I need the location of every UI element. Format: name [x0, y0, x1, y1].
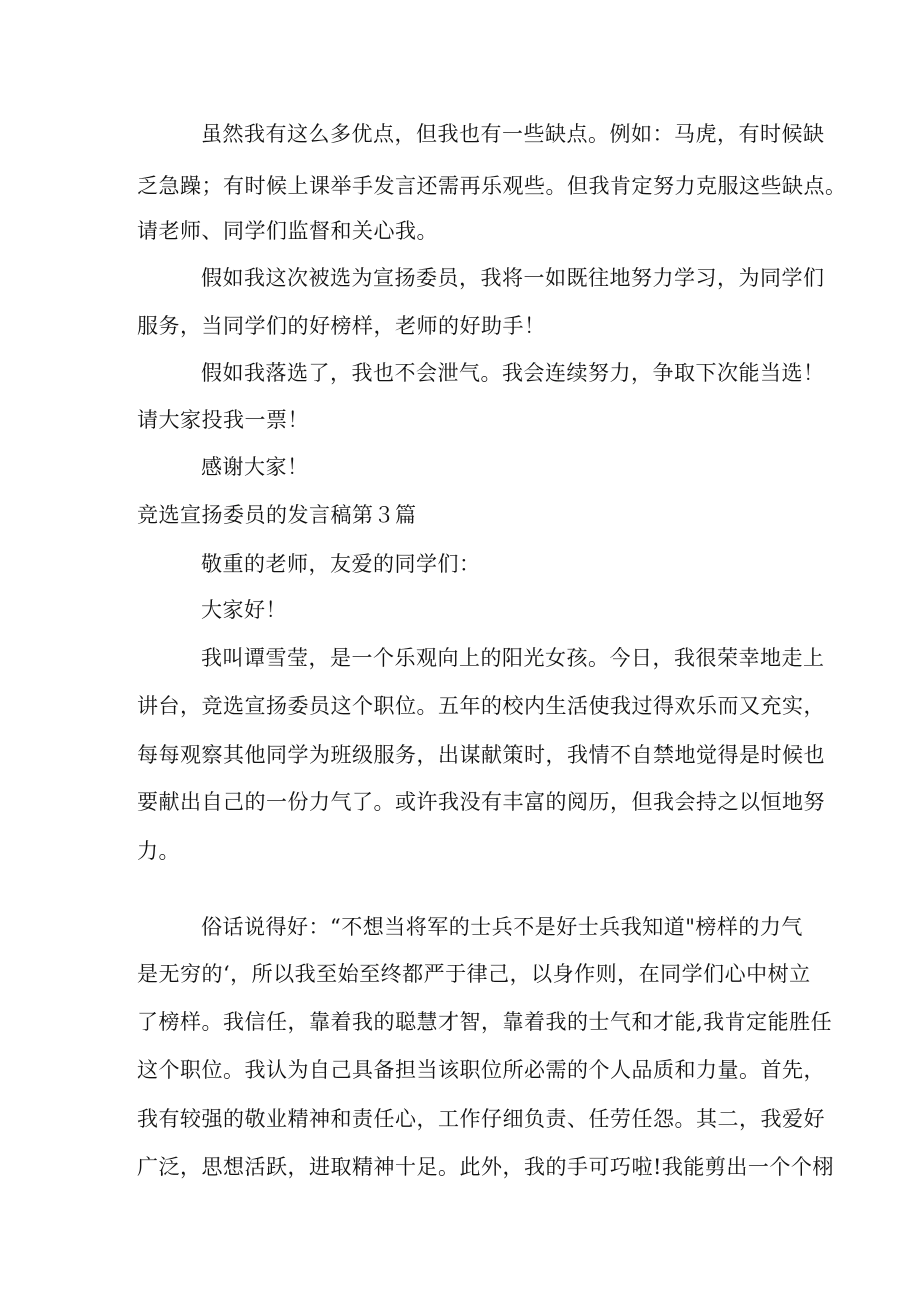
text-line: 服务，当同学们的好榜样，老师的好助手！ [137, 314, 546, 338]
text-line: 讲台，竞选宣扬委员这个职位。五年的校内生活使我过得欢乐而又充实， [137, 694, 825, 718]
text-line: 感谢大家！ [201, 455, 309, 479]
text-line: 俗话说得好：“不想当将军的士兵不是好士兵我知道"榜样的力气 [201, 915, 803, 939]
text-line: 广泛，思想活跃，进取精神十足。此外，我的手可巧啦!我能剪出一个个栩 [137, 1155, 834, 1179]
text-line: 这个职位。我认为自己具备担当该职位所必需的个人品质和力量。首先， [137, 1058, 825, 1082]
text-line: 了榜样。我信任，靠着我的聪慧才智，靠着我的士气和才能,我肯定能胜任 [137, 1010, 833, 1034]
text-line: 是无穷的‘，所以我至始至终都严于律己，以身作则，在同学们心中树立 [137, 962, 811, 986]
text-line: 我叫谭雪莹，是一个乐观向上的阳光女孩。今日，我很荣幸地走上 [201, 646, 825, 670]
text-line: 每每观察其他同学为班级服务，出谋献策时，我情不自禁地觉得是时候也 [137, 743, 825, 767]
text-line: 请老师、同学们监督和关心我。 [137, 219, 438, 243]
text-line: 虽然我有这么多优点，但我也有一些缺点。例如：马虎，有时候缺 [201, 122, 825, 146]
text-line: 请大家投我一票！ [137, 408, 309, 432]
text-line: 假如我这次被选为宣扬委员，我将一如既往地努力学习，为同学们 [201, 266, 825, 290]
text-line: 要献出自己的一份力气了。或许我没有丰富的阅历，但我会持之以恒地努 [137, 790, 825, 814]
greeting: 大家好！ [201, 598, 287, 622]
text-line: 乏急躁；有时候上课举手发言还需再乐观些。但我肯定努力克服这些缺点。 [137, 174, 847, 198]
text-line: 假如我落选了，我也不会泄气。我会连续努力，争取下次能当选！ [201, 361, 825, 385]
text-line: 我有较强的敬业精神和责任心，工作仔细负责、任劳任怨。其二，我爱好 [137, 1107, 825, 1131]
section-heading: 竞选宣扬委员的发言稿第３篇 [137, 503, 417, 527]
text-line: 力。 [137, 839, 180, 863]
salutation: 敬重的老师，友爱的同学们： [201, 552, 481, 576]
